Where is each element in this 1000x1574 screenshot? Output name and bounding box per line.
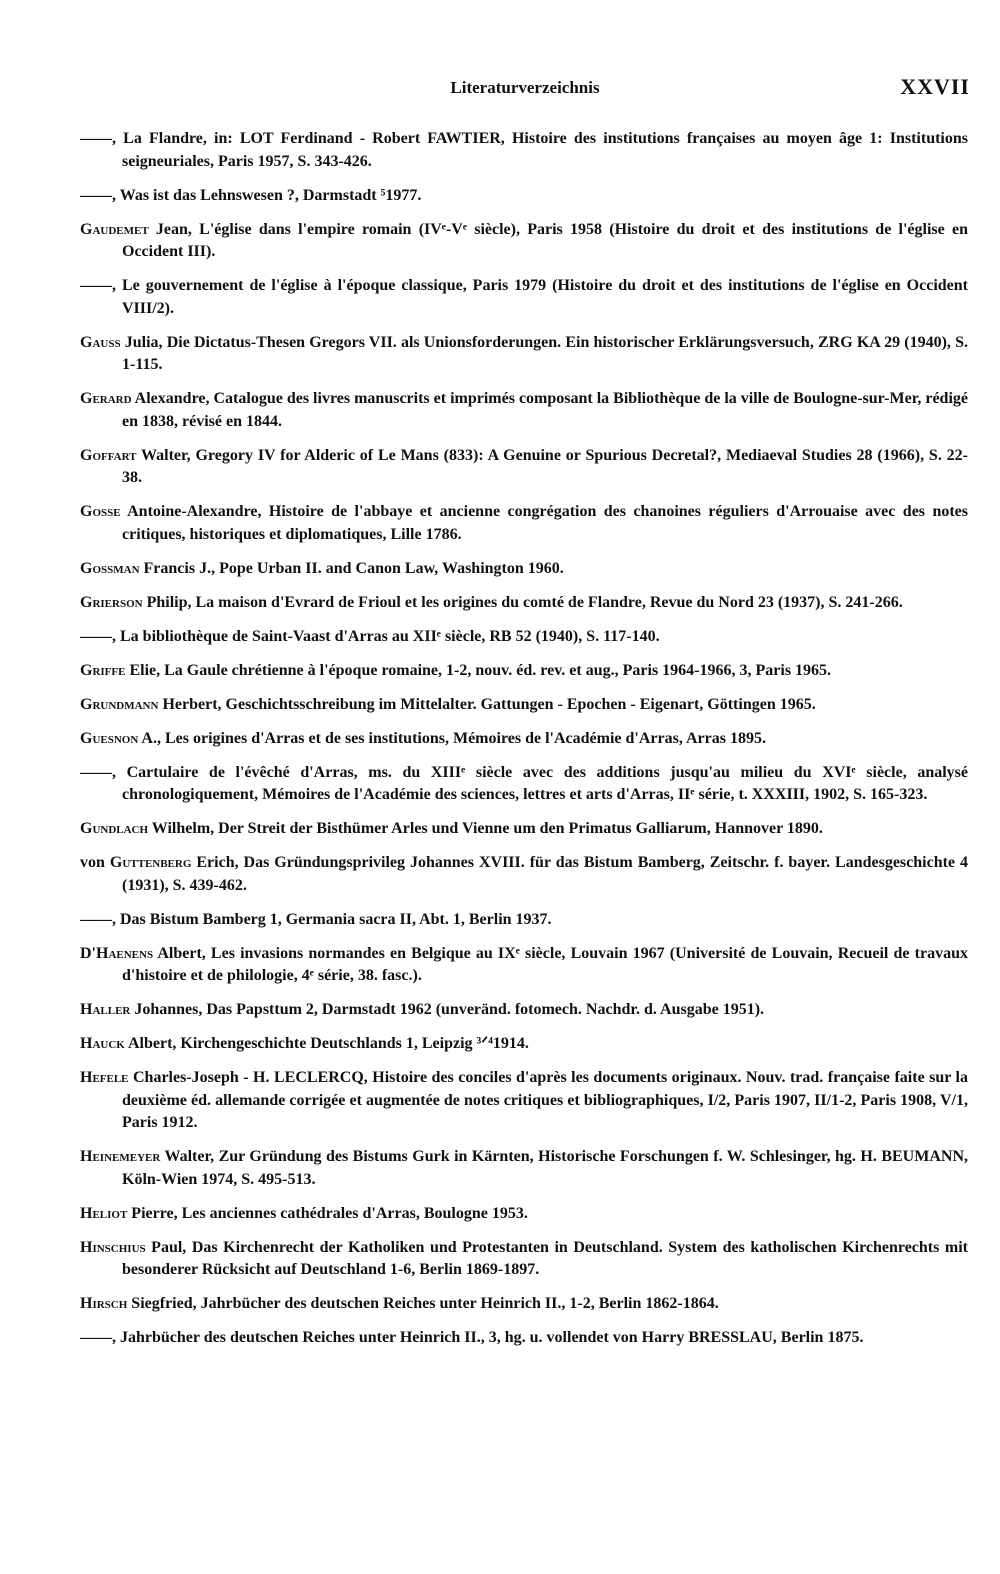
entry-author: D'Haenens [80, 944, 154, 962]
entry-author: Heliot [80, 1204, 128, 1222]
bibliography-entry [80, 128, 968, 173]
entry-text: ——, La Flandre, in: LOT Ferdinand - Robert FAWTIER, Histoire des institutions françaises au moyen âge 1: Institutions seigneuriales, Paris 1957, S. 343-426. [80, 130, 968, 170]
bibliography-entry [80, 852, 968, 897]
entry-text: Julia, Die Dictatus-Thesen Gregors VII. als Unionsforderungen. Ein historischer Erklärungsversuch, ZRG KA 29 (1940), S. 1-115. [120, 333, 968, 373]
entry-author: Grierson [80, 593, 143, 611]
entry-author: Heinemeyer [80, 1148, 161, 1165]
bibliography-entry [80, 728, 968, 751]
entry-text: ——, Jahrbücher des deutschen Reiches unter Heinrich II., 3, hg. u. vollendet von Harry BRESSLAU, Berlin 1875. [80, 1329, 864, 1346]
entry-text: Philip, La maison d'Evrard de Frioul et les origines du comté de Flandre, Revue du Nord 23 (1937), S. 241-266. [142, 593, 903, 611]
entry-author: Gaudemet [80, 220, 149, 238]
running-title: Literaturverzeichnis [450, 78, 600, 97]
entry-text: Pierre, Les anciennes cathédrales d'Arras, Boulogne 1953. [127, 1204, 528, 1222]
bibliography-entry [80, 694, 968, 717]
bibliography-entry [80, 660, 968, 683]
bibliography-entry [80, 1146, 968, 1191]
page-number: XXVII [900, 74, 970, 99]
bibliography-entry [80, 445, 968, 490]
bibliography-entry [80, 332, 968, 377]
entry-text: Charles-Joseph - H. LECLERCQ, Histoire des conciles d'après les documents originaux. Nouv. trad. française faite sur la deuxième éd. allemande corrigée et augmentée de notes critiques et bibliographiques, I/2, Paris 1907, II/1-2, Paris 1908, V/1, Paris 1912. [122, 1069, 968, 1131]
entry-text: Francis J., Pope Urban II. and Canon Law, Washington 1960. [139, 559, 564, 577]
entry-text: ——, Cartulaire de l'évêché d'Arras, ms. du XIIIᵉ siècle avec des additions jusqu'au milieu du XVIᵉ siècle, analysé chronologiquement, Mémoires de l'Académie des sciences, lettres et arts d'Arras, IIᵉ série, t. XXXIII, 1902, S. 165-323. [80, 763, 968, 803]
bibliography-entry [80, 1237, 968, 1282]
entry-text: ——, Was ist das Lehnswesen ?, Darmstadt ⁵1977. [80, 186, 422, 204]
entry-author: Grundmann [80, 695, 159, 713]
entry-text: Jean, L'église dans l'empire romain (IVᵉ-Vᵉ siècle), Paris 1958 (Histoire du droit et des institutions de l'église en Occident III). [122, 220, 968, 260]
entry-author: Gossman [80, 559, 140, 577]
page-header [80, 74, 970, 108]
entry-author: Gosse [80, 503, 121, 520]
entry-text: A., Les origines d'Arras et de ses institutions, Mémoires de l'Académie d'Arras, Arras 1895. [138, 729, 766, 747]
entry-author: Guttenberg [109, 854, 192, 871]
bibliography-entry [80, 592, 968, 615]
entry-author: Griffe [80, 661, 126, 679]
entry-author: Hauck [80, 1035, 125, 1052]
bibliography-entry [80, 501, 968, 546]
entry-text: ——, Le gouvernement de l'église à l'époque classique, Paris 1979 (Histoire du droit et des institutions de l'église en Occident VIII/2). [80, 277, 968, 317]
entry-text: Alexandre, Catalogue des livres manuscrits et imprimés composant la Bibliothèque de la ville de Boulogne-sur-Mer, rédigé en 1838, révisé en 1844. [122, 390, 968, 430]
entry-text: Antoine-Alexandre, Histoire de l'abbaye et ancienne congrégation des chanoines réguliers d'Arrouaise avec des notes critiques, historiques et diplomatiques, Lille 1786. [120, 503, 968, 543]
bibliography-entry [80, 219, 968, 264]
entry-author: Hirsch [80, 1295, 128, 1312]
bibliography-entry [80, 1293, 968, 1316]
bibliography-entry [80, 626, 968, 649]
entry-author: Hinschius [80, 1238, 146, 1256]
bibliography-entry [80, 818, 968, 841]
entry-text: Siegfried, Jahrbücher des deutschen Reiches unter Heinrich II., 1-2, Berlin 1862-1864. [127, 1295, 719, 1312]
bibliography-entry [80, 275, 968, 320]
entry-text: Walter, Gregory IV for Alderic of Le Mans (833): A Genuine or Spurious Decretal?, Mediaeval Studies 28 (1966), S. 22-38. [122, 446, 968, 486]
entry-author: Gerard [80, 390, 132, 407]
bibliography-entry [80, 1327, 968, 1350]
bibliography-entry [80, 1203, 968, 1226]
entry-author: Gauss [80, 333, 121, 351]
entry-text: Erich, Das Gründungsprivileg Johannes XVIII. für das Bistum Bamberg, Zeitschr. f. bayer. Landesgeschichte 4 (1931), S. 439-462. [122, 854, 969, 894]
entry-text: Albert, Les invasions normandes en Belgique au IXᵉ siècle, Louvain 1967 (Université de Louvain, Recueil de travaux d'histoire et de philologie, 4ᵉ série, 38. fasc.). [122, 944, 968, 984]
entry-text: ——, Das Bistum Bamberg 1, Germania sacra II, Abt. 1, Berlin 1937. [80, 910, 552, 928]
entry-text: Herbert, Geschichtsschreibung im Mittelalter. Gattungen - Epochen - Eigenart, Göttingen 1965. [158, 695, 816, 713]
entry-text: Walter, Zur Gründung des Bistums Gurk in Kärnten, Historische Forschungen f. W. Schlesinger, hg. H. BEUMANN, Köln-Wien 1974, S. 495-513. [122, 1148, 968, 1188]
entry-author: Hefele [80, 1069, 129, 1086]
bibliography-entry [80, 909, 968, 932]
entry-text: Johannes, Das Papsttum 2, Darmstadt 1962 (unveränd. fotomech. Nachdr. d. Ausgabe 1951). [130, 1001, 765, 1018]
entry-author: Gundlach [80, 820, 149, 837]
entry-text: Elie, La Gaule chrétienne à l'époque romaine, 1-2, nouv. éd. rev. et aug., Paris 1964-1966, 3, Paris 1965. [125, 661, 832, 679]
bibliography-entry [80, 1033, 968, 1056]
bibliography-entry [80, 762, 968, 807]
entry-author: Goffart [80, 446, 137, 464]
bibliography-entry [80, 1067, 968, 1135]
bibliography-entry [80, 943, 968, 988]
entry-text: Albert, Kirchengeschichte Deutschlands 1, Leipzig ³ᐟ⁴1914. [124, 1035, 529, 1052]
entry-text: Paul, Das Kirchenrecht der Katholiken und Protestanten in Deutschland. System des katholischen Kirchenrechts mit besonderer Rücksicht auf Deutschland 1-6, Berlin 1869-1897. [122, 1238, 968, 1278]
entry-text: Wilhelm, Der Streit der Bisthümer Arles und Vienne um den Primatus Galliarum, Hannover 1890. [148, 820, 823, 837]
bibliography-entry [80, 185, 968, 208]
entry-text: ——, La bibliothèque de Saint-Vaast d'Arras au XIIᵉ siècle, RB 52 (1940), S. 117-140. [80, 627, 660, 645]
entry-author: Haller [80, 1001, 131, 1018]
bibliography-entry [80, 388, 968, 433]
bibliography-entry [80, 558, 968, 581]
name-particle: von [80, 854, 110, 871]
entry-author: Guesnon [80, 729, 139, 747]
bibliography-list [80, 128, 968, 1361]
bibliography-entry [80, 999, 968, 1022]
